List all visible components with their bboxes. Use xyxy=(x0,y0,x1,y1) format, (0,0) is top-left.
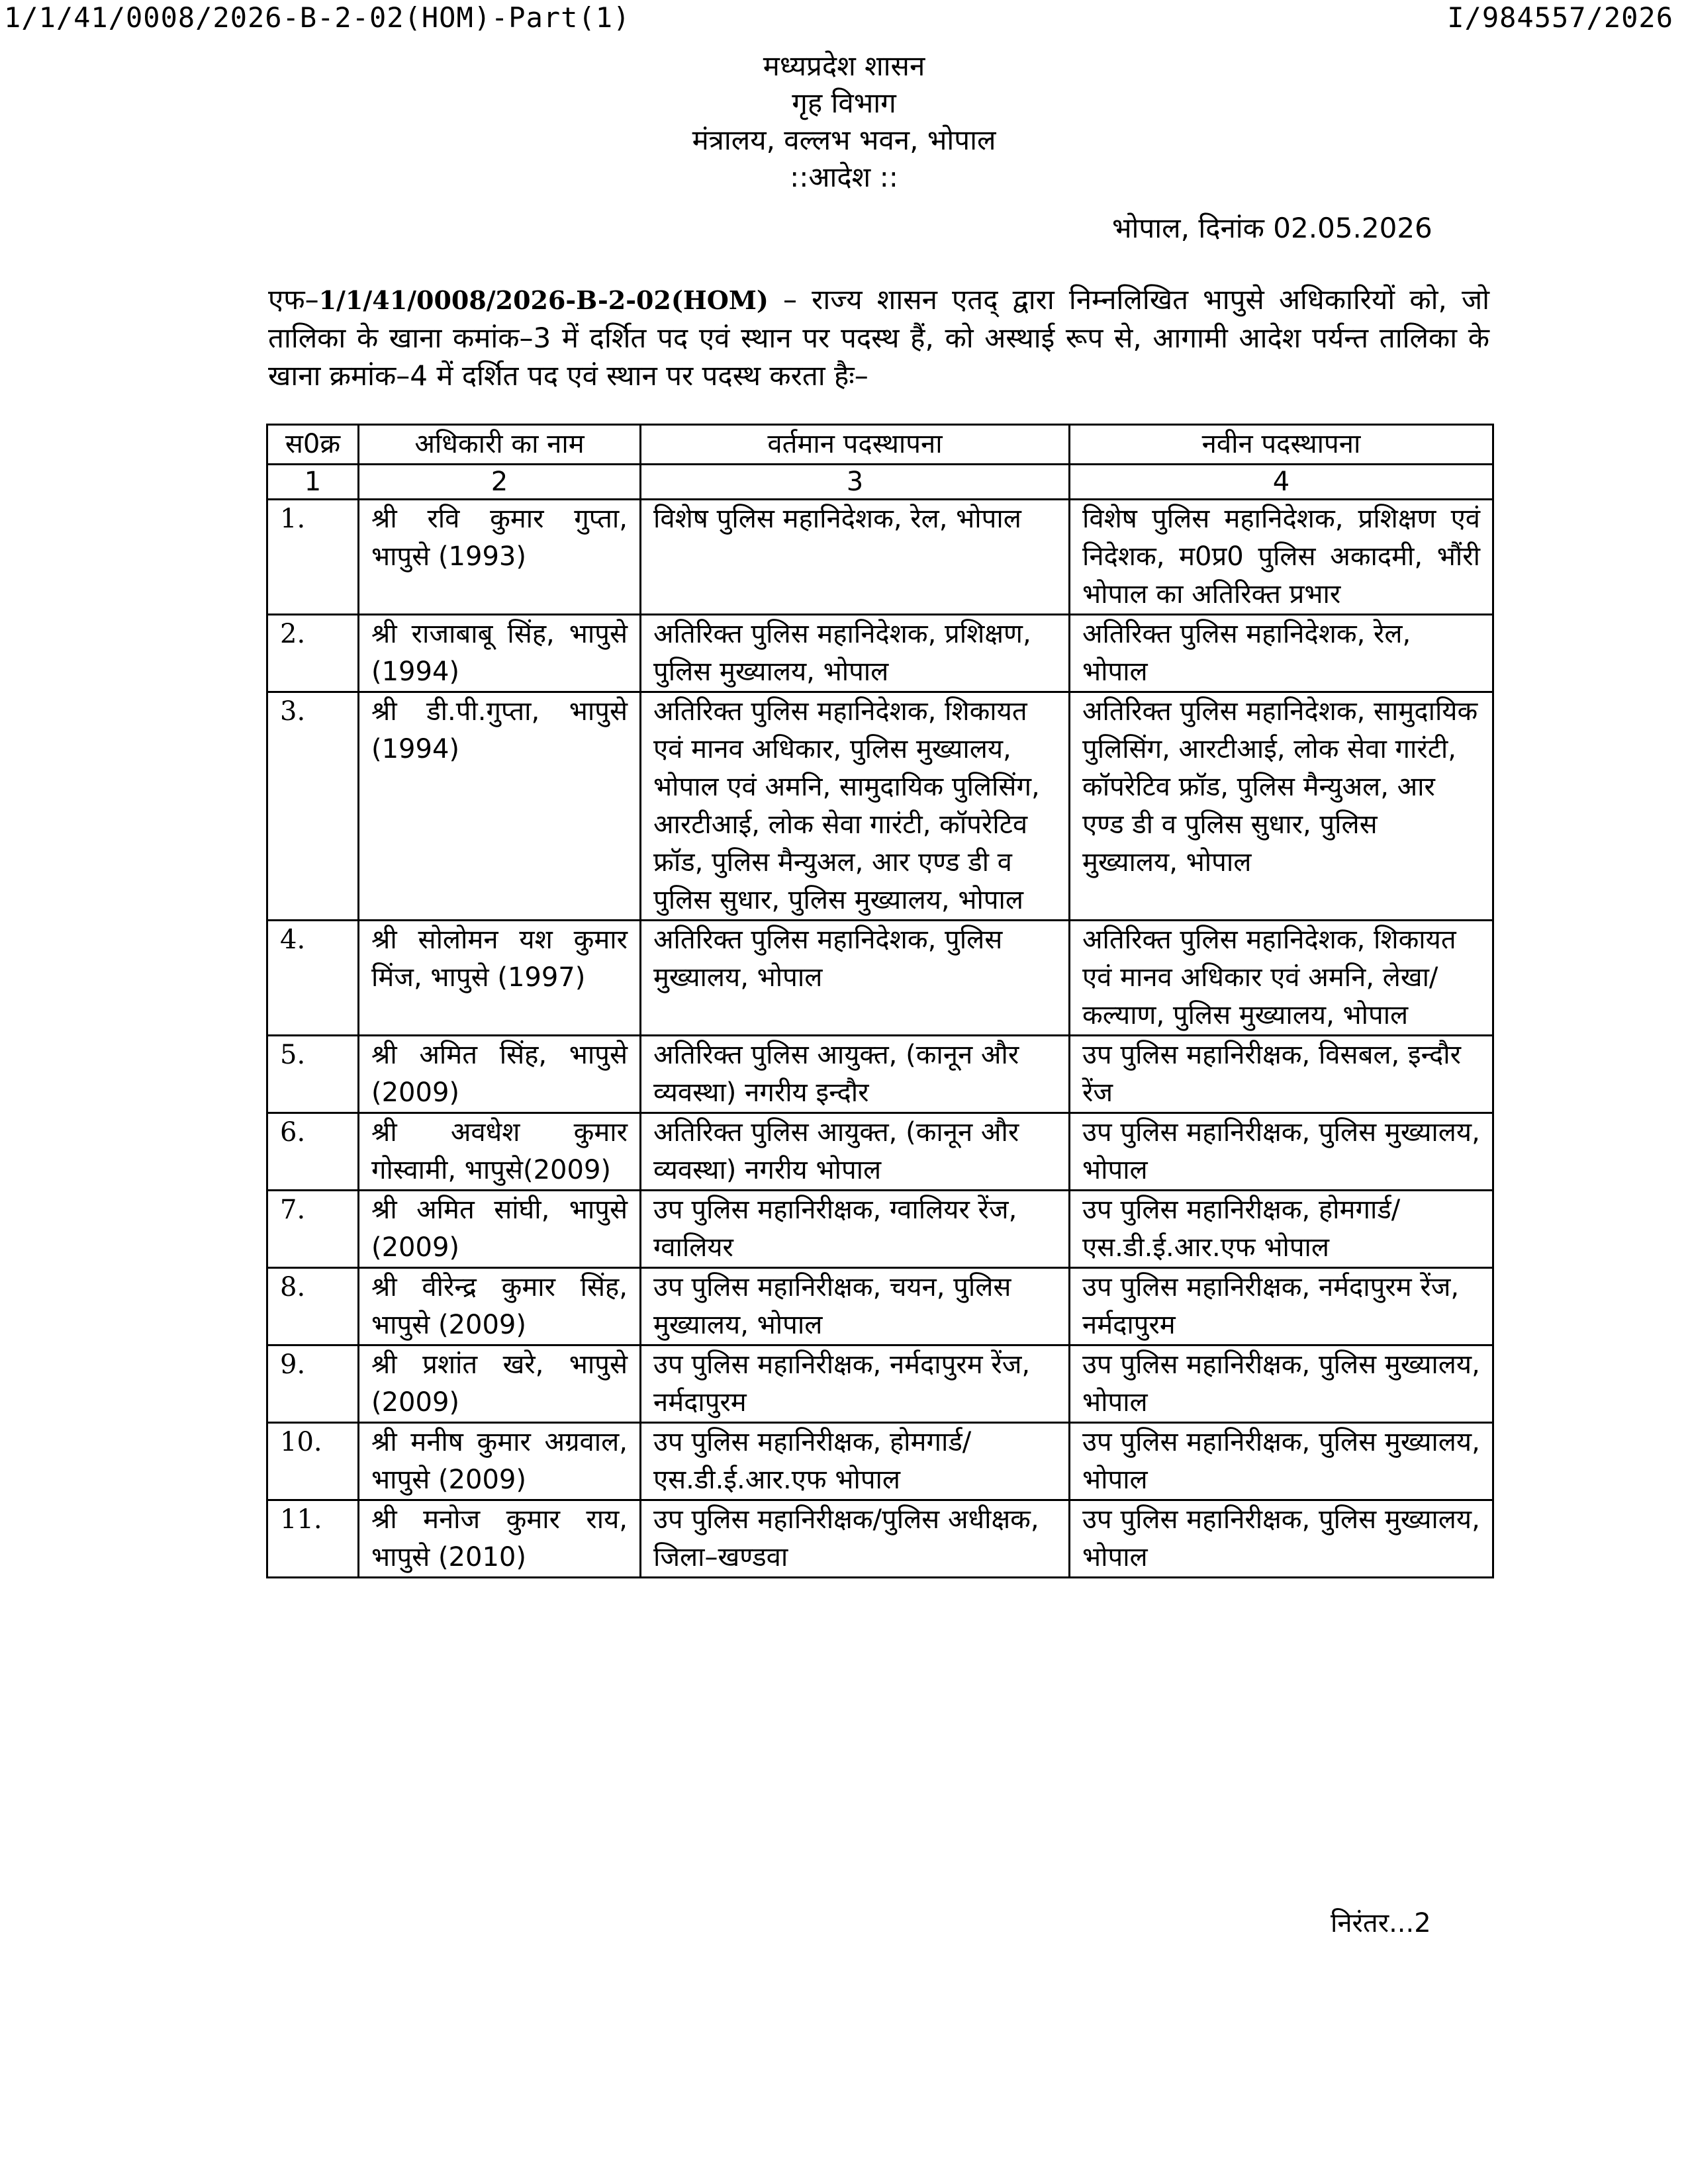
serial-number: 10. xyxy=(267,1423,359,1500)
current-posting: अतिरिक्त पुलिस आयुक्त, (कानून और व्यवस्था) नगरीय इन्दौर xyxy=(641,1036,1070,1113)
table-row xyxy=(267,921,1493,1036)
header-new-posting: नवीन पदस्थापना xyxy=(1070,425,1493,465)
new-posting: उप पुलिस महानिरीक्षक, पुलिस मुख्यालय, भोपाल xyxy=(1070,1500,1493,1578)
order-text: – राज्य शासन एतद् द्वारा निम्नलिखित भापुसे अधिकारियों को, जो तालिका के खाना कमांक–3 में दर्शित पद एवं स्थान पर पदस्थ हैं, को अस्थाई रूप से, आगामी आदेश पर्यन्त तालिका के खाना क्रमांक–4 में दर्शित पद एवं स्थान पर पदस्थ करता हैः– xyxy=(268,283,1489,392)
table-row xyxy=(267,692,1493,921)
table-row xyxy=(267,1423,1493,1500)
new-posting: उप पुलिस महानिरीक्षक, होमगार्ड/एस.डी.ई.आर.एफ भोपाल xyxy=(1070,1191,1493,1268)
officer-name: श्री रवि कुमार गुप्ता, भापुसे (1993) xyxy=(359,500,641,615)
table-row xyxy=(267,1036,1493,1113)
current-posting: उप पुलिस महानिरीक्षक, नर्मदापुरम रेंज, नर्मदापुरम xyxy=(641,1345,1070,1423)
serial-number: 6. xyxy=(267,1113,359,1191)
current-posting: उप पुलिस महानिरीक्षक, होमगार्ड/एस.डी.ई.आर.एफ भोपाल xyxy=(641,1423,1070,1500)
column-number-row xyxy=(267,465,1493,500)
current-posting: अतिरिक्त पुलिस महानिदेशक, शिकायत एवं मानव अधिकार, पुलिस मुख्यालय, भोपाल एवं अमनि, सामुदायिक पुलिसिंग, आरटीआई, लोक सेवा गारंटी, कॉपरेटिव फ्रॉड, पुलिस मैन्युअल, आर एण्ड डी व पुलिस सुधार, पुलिस मुख्यालय, भोपाल xyxy=(641,692,1070,921)
government-name: मध्यप्रदेश शासन xyxy=(763,50,925,82)
order-paragraph xyxy=(268,281,1489,394)
department-name: गृह विभाग xyxy=(792,87,896,119)
new-posting: विशेष पुलिस महानिदेशक, प्रशिक्षण एवं निदेशक, म0प्र0 पुलिस अकादमी, भौंरी भोपाल का अतिरिक्त प्रभार xyxy=(1070,500,1493,615)
dateline: भोपाल, दिनांक 02.05.2026 xyxy=(1112,212,1432,244)
column-number: 4 xyxy=(1070,465,1493,500)
officer-name: श्री सोलोमन यश कुमार मिंज, भापुसे (1997) xyxy=(359,921,641,1036)
header-serial: स0क्र xyxy=(267,425,359,465)
order-heading: ::आदेश :: xyxy=(790,161,898,193)
serial-number: 4. xyxy=(267,921,359,1036)
current-posting: उप पुलिस महानिरीक्षक, चयन, पुलिस मुख्यालय, भोपाल xyxy=(641,1268,1070,1345)
new-posting: अतिरिक्त पुलिस महानिदेशक, रेल, भोपाल xyxy=(1070,615,1493,692)
receipt-number: I/984557/2026 xyxy=(1447,1,1673,34)
new-posting: उप पुलिस महानिरीक्षक, पुलिस मुख्यालय, भोपाल xyxy=(1070,1113,1493,1191)
current-posting: उप पुलिस महानिरीक्षक, ग्वालियर रेंज, ग्वालियर xyxy=(641,1191,1070,1268)
table-row xyxy=(267,1345,1493,1423)
new-posting: उप पुलिस महानिरीक्षक, विसबल, इन्दौर रेंज xyxy=(1070,1036,1493,1113)
serial-number: 2. xyxy=(267,615,359,692)
new-posting: अतिरिक्त पुलिस महानिदेशक, शिकायत एवं मानव अधिकार एवं अमनि, लेखा/कल्याण, पुलिस मुख्यालय, भोपाल xyxy=(1070,921,1493,1036)
order-prefix: एफ– xyxy=(268,283,319,316)
serial-number: 7. xyxy=(267,1191,359,1268)
current-posting: अतिरिक्त पुलिस महानिदेशक, पुलिस मुख्यालय, भोपाल xyxy=(641,921,1070,1036)
table-row xyxy=(267,1191,1493,1268)
serial-number: 9. xyxy=(267,1345,359,1423)
table-row xyxy=(267,500,1493,615)
new-posting: उप पुलिस महानिरीक्षक, पुलिस मुख्यालय, भोपाल xyxy=(1070,1345,1493,1423)
order-number: 1/1/41/0008/2026-B-2-02(HOM) xyxy=(318,285,769,315)
table-row xyxy=(267,1113,1493,1191)
officer-name: श्री मनोज कुमार राय, भापुसे (2010) xyxy=(359,1500,641,1578)
column-number: 3 xyxy=(641,465,1070,500)
table-row xyxy=(267,1268,1493,1345)
officer-name: श्री मनीष कुमार अग्रवाल, भापुसे (2009) xyxy=(359,1423,641,1500)
current-posting: उप पुलिस महानिरीक्षक/पुलिस अधीक्षक, जिला–खण्डवा xyxy=(641,1500,1070,1578)
file-reference: 1/1/41/0008/2026-B-2-02(HOM)-Part(1) xyxy=(4,1,631,34)
column-number: 2 xyxy=(359,465,641,500)
header-officer-name: अधिकारी का नाम xyxy=(359,425,641,465)
new-posting: अतिरिक्त पुलिस महानिदेशक, सामुदायिक पुलिसिंग, आरटीआई, लोक सेवा गारंटी, कॉपरेटिव फ्रॉड, पुलिस मैन्युअल, आर एण्ड डी व पुलिस सुधार, पुलिस मुख्यालय, भोपाल xyxy=(1070,692,1493,921)
serial-number: 5. xyxy=(267,1036,359,1113)
new-posting: उप पुलिस महानिरीक्षक, नर्मदापुरम रेंज, नर्मदापुरम xyxy=(1070,1268,1493,1345)
officer-name: श्री अमित सांघी, भापुसे (2009) xyxy=(359,1191,641,1268)
officer-name: श्री राजाबाबू सिंह, भापुसे (1994) xyxy=(359,615,641,692)
current-posting: विशेष पुलिस महानिदेशक, रेल, भोपाल xyxy=(641,500,1070,615)
officer-name: श्री डी.पी.गुप्ता, भापुसे (1994) xyxy=(359,692,641,921)
new-posting: उप पुलिस महानिरीक्षक, पुलिस मुख्यालय, भोपाल xyxy=(1070,1423,1493,1500)
serial-number: 3. xyxy=(267,692,359,921)
current-posting: अतिरिक्त पुलिस आयुक्त, (कानून और व्यवस्था) नगरीय भोपाल xyxy=(641,1113,1070,1191)
officer-name: श्री प्रशांत खरे, भापुसे (2009) xyxy=(359,1345,641,1423)
serial-number: 8. xyxy=(267,1268,359,1345)
ministry-address: मंत्रालय, वल्लभ भवन, भोपाल xyxy=(692,124,996,156)
serial-number: 11. xyxy=(267,1500,359,1578)
current-posting: अतिरिक्त पुलिस महानिदेशक, प्रशिक्षण, पुलिस मुख्यालय, भोपाल xyxy=(641,615,1070,692)
table-row xyxy=(267,1500,1493,1578)
posting-table xyxy=(266,424,1494,1578)
officer-name: श्री अमित सिंह, भापुसे (2009) xyxy=(359,1036,641,1113)
serial-number: 1. xyxy=(267,500,359,615)
officer-name: श्री वीरेन्द्र कुमार सिंह, भापुसे (2009) xyxy=(359,1268,641,1345)
column-number: 1 xyxy=(267,465,359,500)
officer-name: श्री अवधेश कुमार गोस्वामी, भापुसे(2009) xyxy=(359,1113,641,1191)
table-header-row xyxy=(267,425,1493,465)
header-current-posting: वर्तमान पदस्थापना xyxy=(641,425,1070,465)
continued-marker: निरंतर...2 xyxy=(1331,1908,1431,1938)
table-row xyxy=(267,615,1493,692)
